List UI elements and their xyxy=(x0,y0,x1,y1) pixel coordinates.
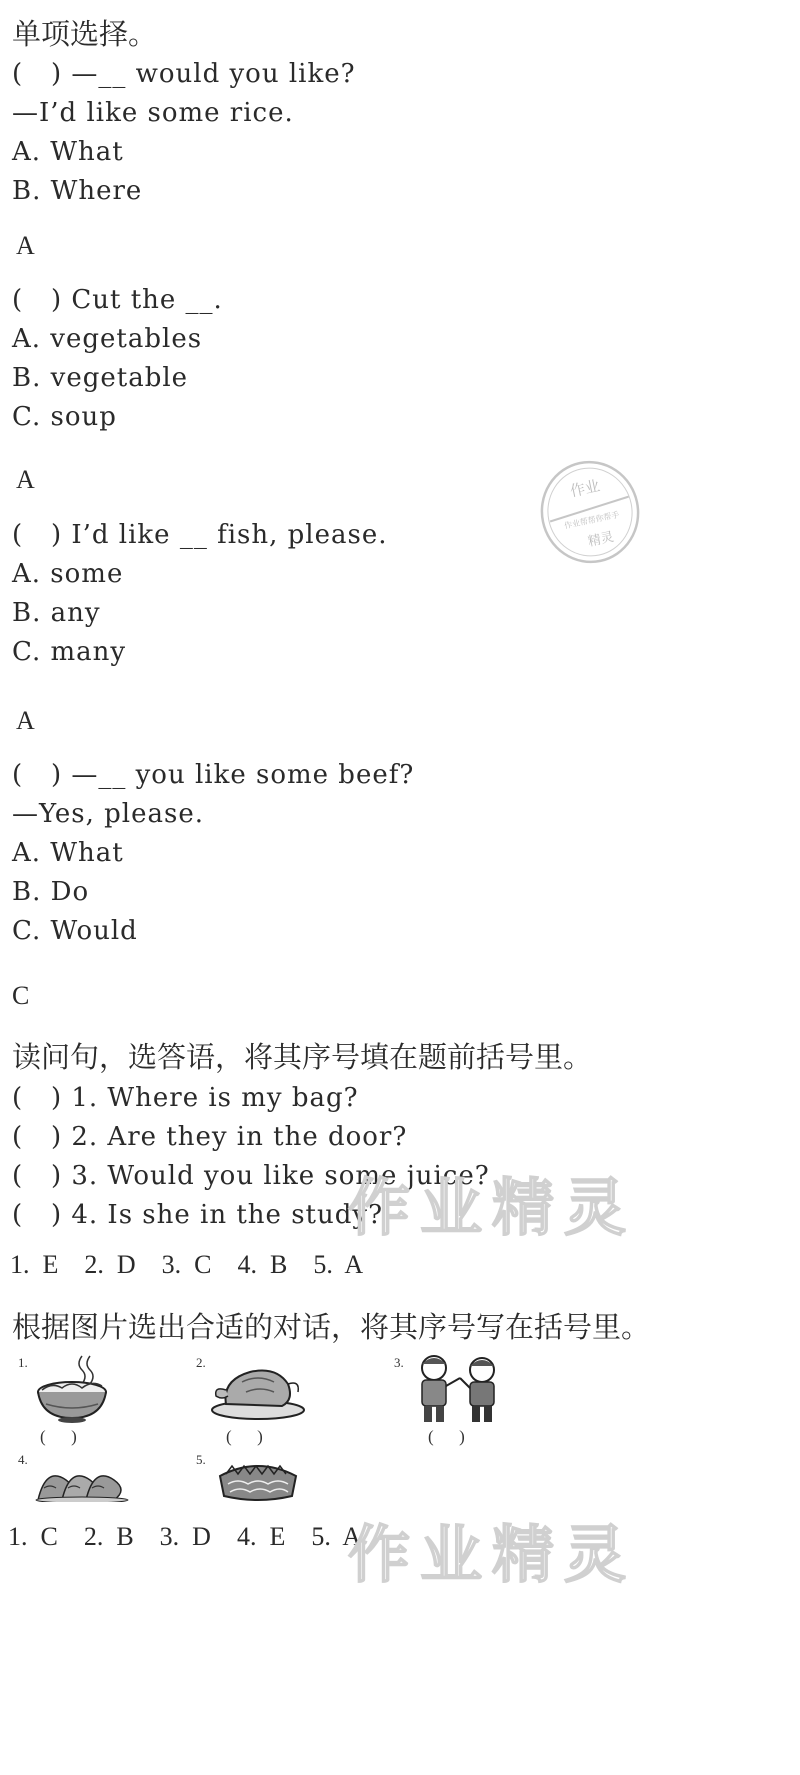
two-boys-picture xyxy=(408,1352,508,1424)
stamp-ring-text: 作业帮帮你帮手 xyxy=(563,510,621,531)
stamp-top-text: 作业 xyxy=(568,476,602,501)
pic-3-answer-paren: ( ) xyxy=(428,1427,465,1446)
q4-answer: C xyxy=(12,981,30,1010)
pic-label-3: 3. xyxy=(394,1355,404,1370)
q3-option-c: C. many xyxy=(12,637,127,667)
q4-option-c: C. Would xyxy=(12,916,138,946)
pic-label-4: 4. xyxy=(18,1452,28,1467)
pic-2-answer-paren: ( ) xyxy=(226,1427,263,1446)
q2-option-b: B. vegetable xyxy=(12,363,189,393)
q4-stem-reply: —Yes, please. xyxy=(12,799,205,829)
q2-option-a: A. vegetables xyxy=(12,324,203,354)
q2-stem: ( ) Cut the __. xyxy=(12,285,223,315)
section-title-match-answers: 读问句，选答语，将其序号填在题前括号里。 xyxy=(12,1040,593,1074)
q1-answer: A xyxy=(16,231,35,260)
noodles-bowl-picture xyxy=(34,1352,114,1424)
q1-stem-reply: —I’d like some rice. xyxy=(12,98,294,128)
q1-stem: ( ) —__ would you like? xyxy=(12,59,356,89)
pic-label-2: 2. xyxy=(196,1355,206,1370)
watermark-text-1: 作业精灵 xyxy=(348,1171,637,1244)
q3-answer: A xyxy=(16,706,35,735)
q2-option-c: C. soup xyxy=(12,402,117,432)
section-title-picture-dialogue: 根据图片选出合适的对话，将其序号写在括号里。 xyxy=(12,1310,651,1344)
match-item-4: ( ) 4. Is she in the study? xyxy=(12,1200,384,1230)
salad-plate-picture xyxy=(212,1458,304,1502)
pic-label-5: 5. xyxy=(196,1452,206,1467)
dumplings-picture xyxy=(34,1458,130,1502)
pic-1-answer-paren: ( ) xyxy=(40,1427,77,1446)
pic-label-1: 1. xyxy=(18,1355,28,1370)
q3-stem: ( ) I’d like __ fish, please. xyxy=(12,520,388,550)
q1-option-a: A. What xyxy=(12,137,124,167)
q4-stem: ( ) —__ you like some beef? xyxy=(12,760,415,790)
watermark-stamp-icon xyxy=(535,455,645,570)
section-title-single-choice: 单项选择。 xyxy=(12,17,158,51)
q2-answer: A xyxy=(16,465,35,494)
q4-option-a: A. What xyxy=(12,838,124,868)
stamp-bottom-text: 精灵 xyxy=(586,529,616,550)
q3-option-a: A. some xyxy=(12,559,124,589)
picture-answer-key: 1. C 2. B 3. D 4. E 5. A xyxy=(8,1522,362,1551)
q4-option-b: B. Do xyxy=(12,877,90,907)
match-answer-key: 1. E 2. D 3. C 4. B 5. A xyxy=(10,1250,364,1279)
q1-option-b: B. Where xyxy=(12,176,143,206)
match-item-2: ( ) 2. Are they in the door? xyxy=(12,1122,408,1152)
match-item-1: ( ) 1. Where is my bag? xyxy=(12,1083,359,1113)
q3-option-b: B. any xyxy=(12,598,101,628)
roast-chicken-picture xyxy=(206,1360,306,1422)
match-item-3: ( ) 3. Would you like some juice? xyxy=(12,1161,490,1191)
watermark-text-2: 作业精灵 xyxy=(348,1518,637,1591)
